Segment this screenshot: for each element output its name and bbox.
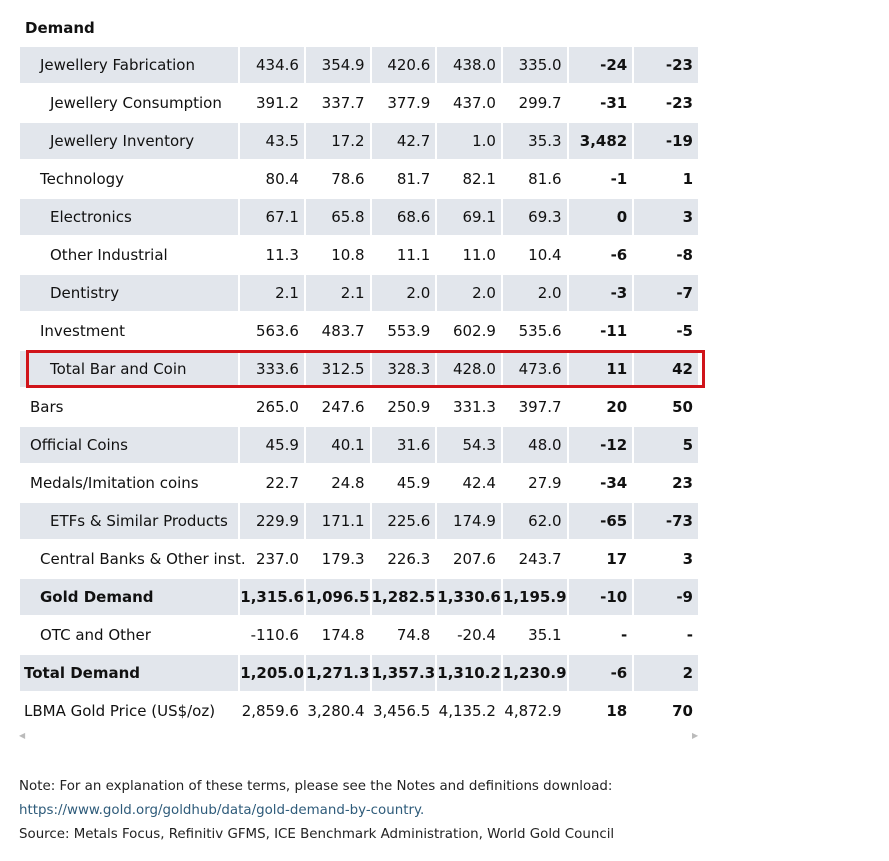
value-cell: 81.7 [372,161,436,199]
value-cell: 1,357.3 [372,655,436,693]
value-cell: 1,330.6 [437,579,501,617]
table-row [20,313,698,351]
change-cell: 18 [569,693,633,731]
value-cell: 226.3 [372,541,436,579]
value-cell: 62.0 [503,503,567,541]
table-row [20,617,698,655]
value-cell: 35.1 [503,617,567,655]
change-cell: -9 [634,579,698,617]
change-cell: -24 [569,47,633,85]
value-cell: 438.0 [437,47,501,85]
value-cell: 48.0 [503,427,567,465]
value-cell: 377.9 [372,85,436,123]
value-cell: -20.4 [437,617,501,655]
row-label: Bars [20,389,238,427]
row-label: Technology [20,161,238,199]
value-cell: 437.0 [437,85,501,123]
value-cell: 27.9 [503,465,567,503]
value-cell: 42.7 [372,123,436,161]
value-cell: 43.5 [240,123,304,161]
value-cell: 397.7 [503,389,567,427]
change-cell: -10 [569,579,633,617]
change-cell: 50 [634,389,698,427]
change-cell: -23 [634,85,698,123]
value-cell: 11.1 [372,237,436,275]
value-cell: 17.2 [306,123,370,161]
value-cell: 553.9 [372,313,436,351]
value-cell: 68.6 [372,199,436,237]
change-cell: - [569,617,633,655]
source-text: Source: Metals Focus, Refinitiv GFMS, ICE Benchmark Administration, World Gold Council [19,827,615,842]
row-label: Dentistry [20,275,238,313]
row-label: Jewellery Consumption [20,85,238,123]
value-cell: 174.9 [437,503,501,541]
value-cell: 328.3 [372,351,436,389]
table-row [20,47,698,85]
value-cell: 391.2 [240,85,304,123]
value-cell: 229.9 [240,503,304,541]
table-row [20,123,698,161]
row-label: LBMA Gold Price (US$/oz) [20,693,238,731]
table-row [20,237,698,275]
value-cell: 81.6 [503,161,567,199]
change-cell: -7 [634,275,698,313]
value-cell: 250.9 [372,389,436,427]
value-cell: 2.0 [437,275,501,313]
change-cell: 11 [569,351,633,389]
change-cell: -6 [569,237,633,275]
table-row [20,85,698,123]
value-cell: 65.8 [306,199,370,237]
value-cell: 10.4 [503,237,567,275]
row-label: Total Bar and Coin [20,351,238,389]
notes-section [19,775,884,847]
row-label: Jewellery Fabrication [20,47,238,85]
table-row [20,427,698,465]
change-cell: -19 [634,123,698,161]
change-cell: -11 [569,313,633,351]
change-cell: -3 [569,275,633,313]
table-row [20,541,698,579]
row-label: Electronics [20,199,238,237]
change-cell: 17 [569,541,633,579]
table-row [20,465,698,503]
value-cell: 22.7 [240,465,304,503]
row-label: Investment [20,313,238,351]
value-cell: 473.6 [503,351,567,389]
change-cell: -73 [634,503,698,541]
value-cell: 237.0 [240,541,304,579]
table-row [20,693,698,731]
value-cell: 243.7 [503,541,567,579]
change-cell: -65 [569,503,633,541]
row-label: Jewellery Inventory [20,123,238,161]
value-cell: 225.6 [372,503,436,541]
row-label: ETFs & Similar Products [20,503,238,541]
value-cell: 1,271.3 [306,655,370,693]
value-cell: 483.7 [306,313,370,351]
value-cell: 4,872.9 [503,693,567,731]
value-cell: 10.8 [306,237,370,275]
note-prefix: Note: For an explanation of these terms, please see the Notes and definitions download: [19,779,613,794]
value-cell: 535.6 [503,313,567,351]
change-cell: 20 [569,389,633,427]
table-row [20,655,698,693]
value-cell: 69.1 [437,199,501,237]
value-cell: 24.8 [306,465,370,503]
row-label: Other Industrial [20,237,238,275]
table-row [20,351,698,389]
value-cell: 4,135.2 [437,693,501,731]
change-cell: -1 [569,161,633,199]
demand-table-container [20,10,710,731]
value-cell: 247.6 [306,389,370,427]
value-cell: 207.6 [437,541,501,579]
value-cell: 179.3 [306,541,370,579]
value-cell: 420.6 [372,47,436,85]
value-cell: 35.3 [503,123,567,161]
value-cell: 42.4 [437,465,501,503]
change-cell: 5 [634,427,698,465]
value-cell: 40.1 [306,427,370,465]
table-row [20,199,698,237]
value-cell: 434.6 [240,47,304,85]
table-row [20,503,698,541]
change-cell: 70 [634,693,698,731]
row-label: Gold Demand [20,579,238,617]
value-cell: 11.0 [437,237,501,275]
value-cell: 1.0 [437,123,501,161]
value-cell: 2.0 [503,275,567,313]
row-label: Central Banks & Other inst. [20,541,238,579]
value-cell: 3,456.5 [372,693,436,731]
value-cell: 74.8 [372,617,436,655]
note-text [19,775,884,823]
value-cell: 45.9 [240,427,304,465]
value-cell: 337.7 [306,85,370,123]
value-cell: 602.9 [437,313,501,351]
value-cell: 265.0 [240,389,304,427]
scroll-right-icon[interactable]: ▶ [692,731,699,740]
value-cell: 335.0 [503,47,567,85]
change-cell: 3 [634,541,698,579]
change-cell: -31 [569,85,633,123]
value-cell: 563.6 [240,313,304,351]
change-cell: - [634,617,698,655]
value-cell: 11.3 [240,237,304,275]
change-cell: -12 [569,427,633,465]
change-cell: -34 [569,465,633,503]
row-label: Medals/Imitation coins [20,465,238,503]
value-cell: 67.1 [240,199,304,237]
value-cell: 428.0 [437,351,501,389]
value-cell: 333.6 [240,351,304,389]
value-cell: 299.7 [503,85,567,123]
value-cell: 1,230.9 [503,655,567,693]
value-cell: 2,859.6 [240,693,304,731]
change-cell: 23 [634,465,698,503]
change-cell: 42 [634,351,698,389]
value-cell: 331.3 [437,389,501,427]
value-cell: 2.1 [306,275,370,313]
value-cell: 69.3 [503,199,567,237]
value-cell: 1,195.9 [503,579,567,617]
value-cell: 354.9 [306,47,370,85]
value-cell: 312.5 [306,351,370,389]
change-cell: -6 [569,655,633,693]
value-cell: 1,096.5 [306,579,370,617]
value-cell: 80.4 [240,161,304,199]
change-cell: 3 [634,199,698,237]
change-cell: 0 [569,199,633,237]
change-cell: -23 [634,47,698,85]
value-cell: 45.9 [372,465,436,503]
value-cell: 171.1 [306,503,370,541]
change-cell: -8 [634,237,698,275]
value-cell: 78.6 [306,161,370,199]
change-cell: -5 [634,313,698,351]
value-cell: 54.3 [437,427,501,465]
row-label: Total Demand [20,655,238,693]
value-cell: 174.8 [306,617,370,655]
value-cell: 1,315.6 [240,579,304,617]
table-row [20,161,698,199]
table-row [20,275,698,313]
scroll-left-icon[interactable]: ◀ [19,731,26,740]
change-cell: 3,482 [569,123,633,161]
row-label: OTC and Other [20,617,238,655]
demand-table [18,47,700,731]
value-cell: -110.6 [240,617,304,655]
value-cell: 2.0 [372,275,436,313]
value-cell: 1,282.5 [372,579,436,617]
change-cell: 2 [634,655,698,693]
table-row [20,579,698,617]
row-label: Official Coins [20,427,238,465]
value-cell: 3,280.4 [306,693,370,731]
value-cell: 2.1 [240,275,304,313]
table-row [20,389,698,427]
note-link[interactable]: https://www.gold.org/goldhub/data/gold-demand-by-country. [19,803,425,818]
table-heading: Demand [25,19,95,37]
value-cell: 82.1 [437,161,501,199]
change-cell: 1 [634,161,698,199]
value-cell: 1,310.2 [437,655,501,693]
value-cell: 31.6 [372,427,436,465]
value-cell: 1,205.0 [240,655,304,693]
